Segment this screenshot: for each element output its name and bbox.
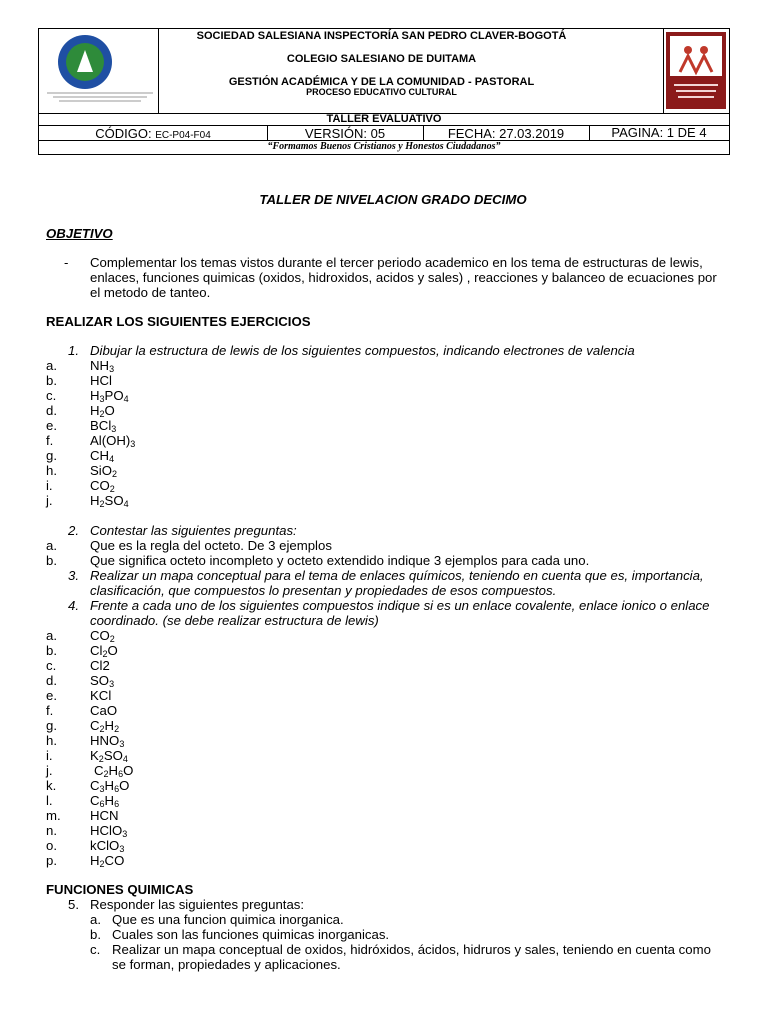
version-cell: VERSIÓN: 05 xyxy=(304,126,386,141)
header-line-1: SOCIEDAD SALESIANA INSPECTORÍA SAN PEDRO CLAVER-BOGOTÁ xyxy=(196,30,567,42)
list-item: b. $Cl_2O$ xyxy=(46,643,118,659)
salesianos-logo xyxy=(666,32,726,109)
question-1: 1. Dibujar la estructura de lewis de los siguientes compuestos, indicando electrones de valencia xyxy=(68,343,635,358)
question-5a: a. Que es una funcion quimica inorganica. xyxy=(90,912,344,927)
school-logo xyxy=(45,32,155,108)
list-item: c. Cl2 xyxy=(46,658,110,673)
codigo-value: EC-P04-F04 xyxy=(155,130,211,141)
list-item: i. $CO_2$ xyxy=(46,478,115,494)
list-item: a. $NH_3$ xyxy=(46,358,115,374)
list-item: f. CaO xyxy=(46,703,118,718)
objetivo-heading: OBJETIVO xyxy=(46,226,113,241)
funciones-heading: FUNCIONES QUIMICAS xyxy=(46,882,194,897)
list-item: e. BCl$_3$ xyxy=(46,418,117,434)
codigo-cell xyxy=(39,126,267,141)
objetivo-text: - Complementar los temas vistos durante el tercer periodo academico en los tema de estructuras de lewis, enlaces, funciones quimicas (oxidos, hidroxidos, acidos y sales) , reacciones y balanceo de ecuaciones por el metodo de tanteo. xyxy=(64,255,717,300)
list-item: h. SiO$_2$ xyxy=(46,463,117,479)
question-2b: b. Que significa octeto incompleto y octeto extendido indique 3 ejemplos para cada uno. xyxy=(46,553,590,568)
motto: “Formamos Buenos Cristianos y Honestos Ciudadanos” xyxy=(267,141,501,152)
document-header xyxy=(38,28,730,155)
header-line-4: PROCESO EDUCATIVO CULTURAL xyxy=(306,87,457,97)
codigo-label: CÓDIGO: xyxy=(95,126,152,141)
list-item: g. $C_2H_2$ xyxy=(46,718,120,734)
question-2: 2. Contestar las siguientes preguntas: xyxy=(68,523,297,538)
question-3: 3. Realizar un mapa conceptual para el tema de enlaces químicos, teniendo en cuenta que es, importancia, clasificación, que compuestos lo presentan y propiedades de esos compuestos. xyxy=(68,568,704,598)
list-item: l. $C_6H_6$ xyxy=(46,793,120,809)
pagina-cell: PAGINA: 1 DE 4 xyxy=(611,125,707,140)
list-item: j. $H_2SO_4$ xyxy=(46,493,129,509)
document-body xyxy=(46,192,726,972)
list-item: m. HCN xyxy=(46,808,119,823)
list-item: p. $H_2CO$ xyxy=(46,853,125,869)
list-item: d. $H_2O$ xyxy=(46,403,115,419)
question-5b: b. Cuales son las funciones quimicas inorganicas. xyxy=(90,927,390,942)
header-line-3: GESTIÓN ACADÉMICA Y DE LA COMUNIDAD - PASTORAL xyxy=(228,76,535,88)
ejercicios-heading: REALIZAR LOS SIGUIENTES EJERCICIOS xyxy=(46,314,311,329)
question-5: 5. Responder las siguientes preguntas: xyxy=(68,897,305,912)
question-2a: a. Que es la regla del octeto. De 3 ejemplos xyxy=(46,538,332,553)
list-item: f. $Al(OH)_3$ xyxy=(46,433,136,449)
list-item: h. $HNO_3$ xyxy=(46,733,125,749)
list-item: i. $K_2SO_4$ xyxy=(46,748,128,764)
header-line-2: COLEGIO SALESIANO DE DUITAMA xyxy=(286,53,477,65)
question-4: 4. Frente a cada uno de los siguientes compuestos indique si es un enlace covalente, enlace ionico o enlace coordinado. (se debe realizar estructura de lewis) xyxy=(68,598,710,628)
fecha-cell: FECHA: 27.03.2019 xyxy=(447,126,565,141)
list-item: d. $SO_3$ xyxy=(46,673,115,689)
header-line-5: TALLER EVALUATIVO xyxy=(326,113,442,125)
list-item: b. HCl xyxy=(46,373,112,388)
list-item: a. $CO_2$ xyxy=(46,628,115,644)
list-item: j. $C_2H_6O$ xyxy=(46,763,134,779)
list-item: o. kClO$_3$ xyxy=(46,838,125,854)
list-item: k. $C_3H_6O$ xyxy=(46,778,130,794)
list-item: g. $CH_4$ xyxy=(46,448,115,464)
question-5c: c. Realizar un mapa conceptual de oxidos, hidróxidos, ácidos, hidruros y sales, teniendo en cuenta como se forman, propiedades y aplicaciones. xyxy=(90,942,711,972)
list-item: n. HClO$_3$ xyxy=(46,823,128,839)
list-item: e. KCl xyxy=(46,688,112,703)
list-item: c. $H_3PO_4$ xyxy=(46,388,129,404)
page-title: TALLER DE NIVELACION GRADO DECIMO xyxy=(259,192,527,207)
